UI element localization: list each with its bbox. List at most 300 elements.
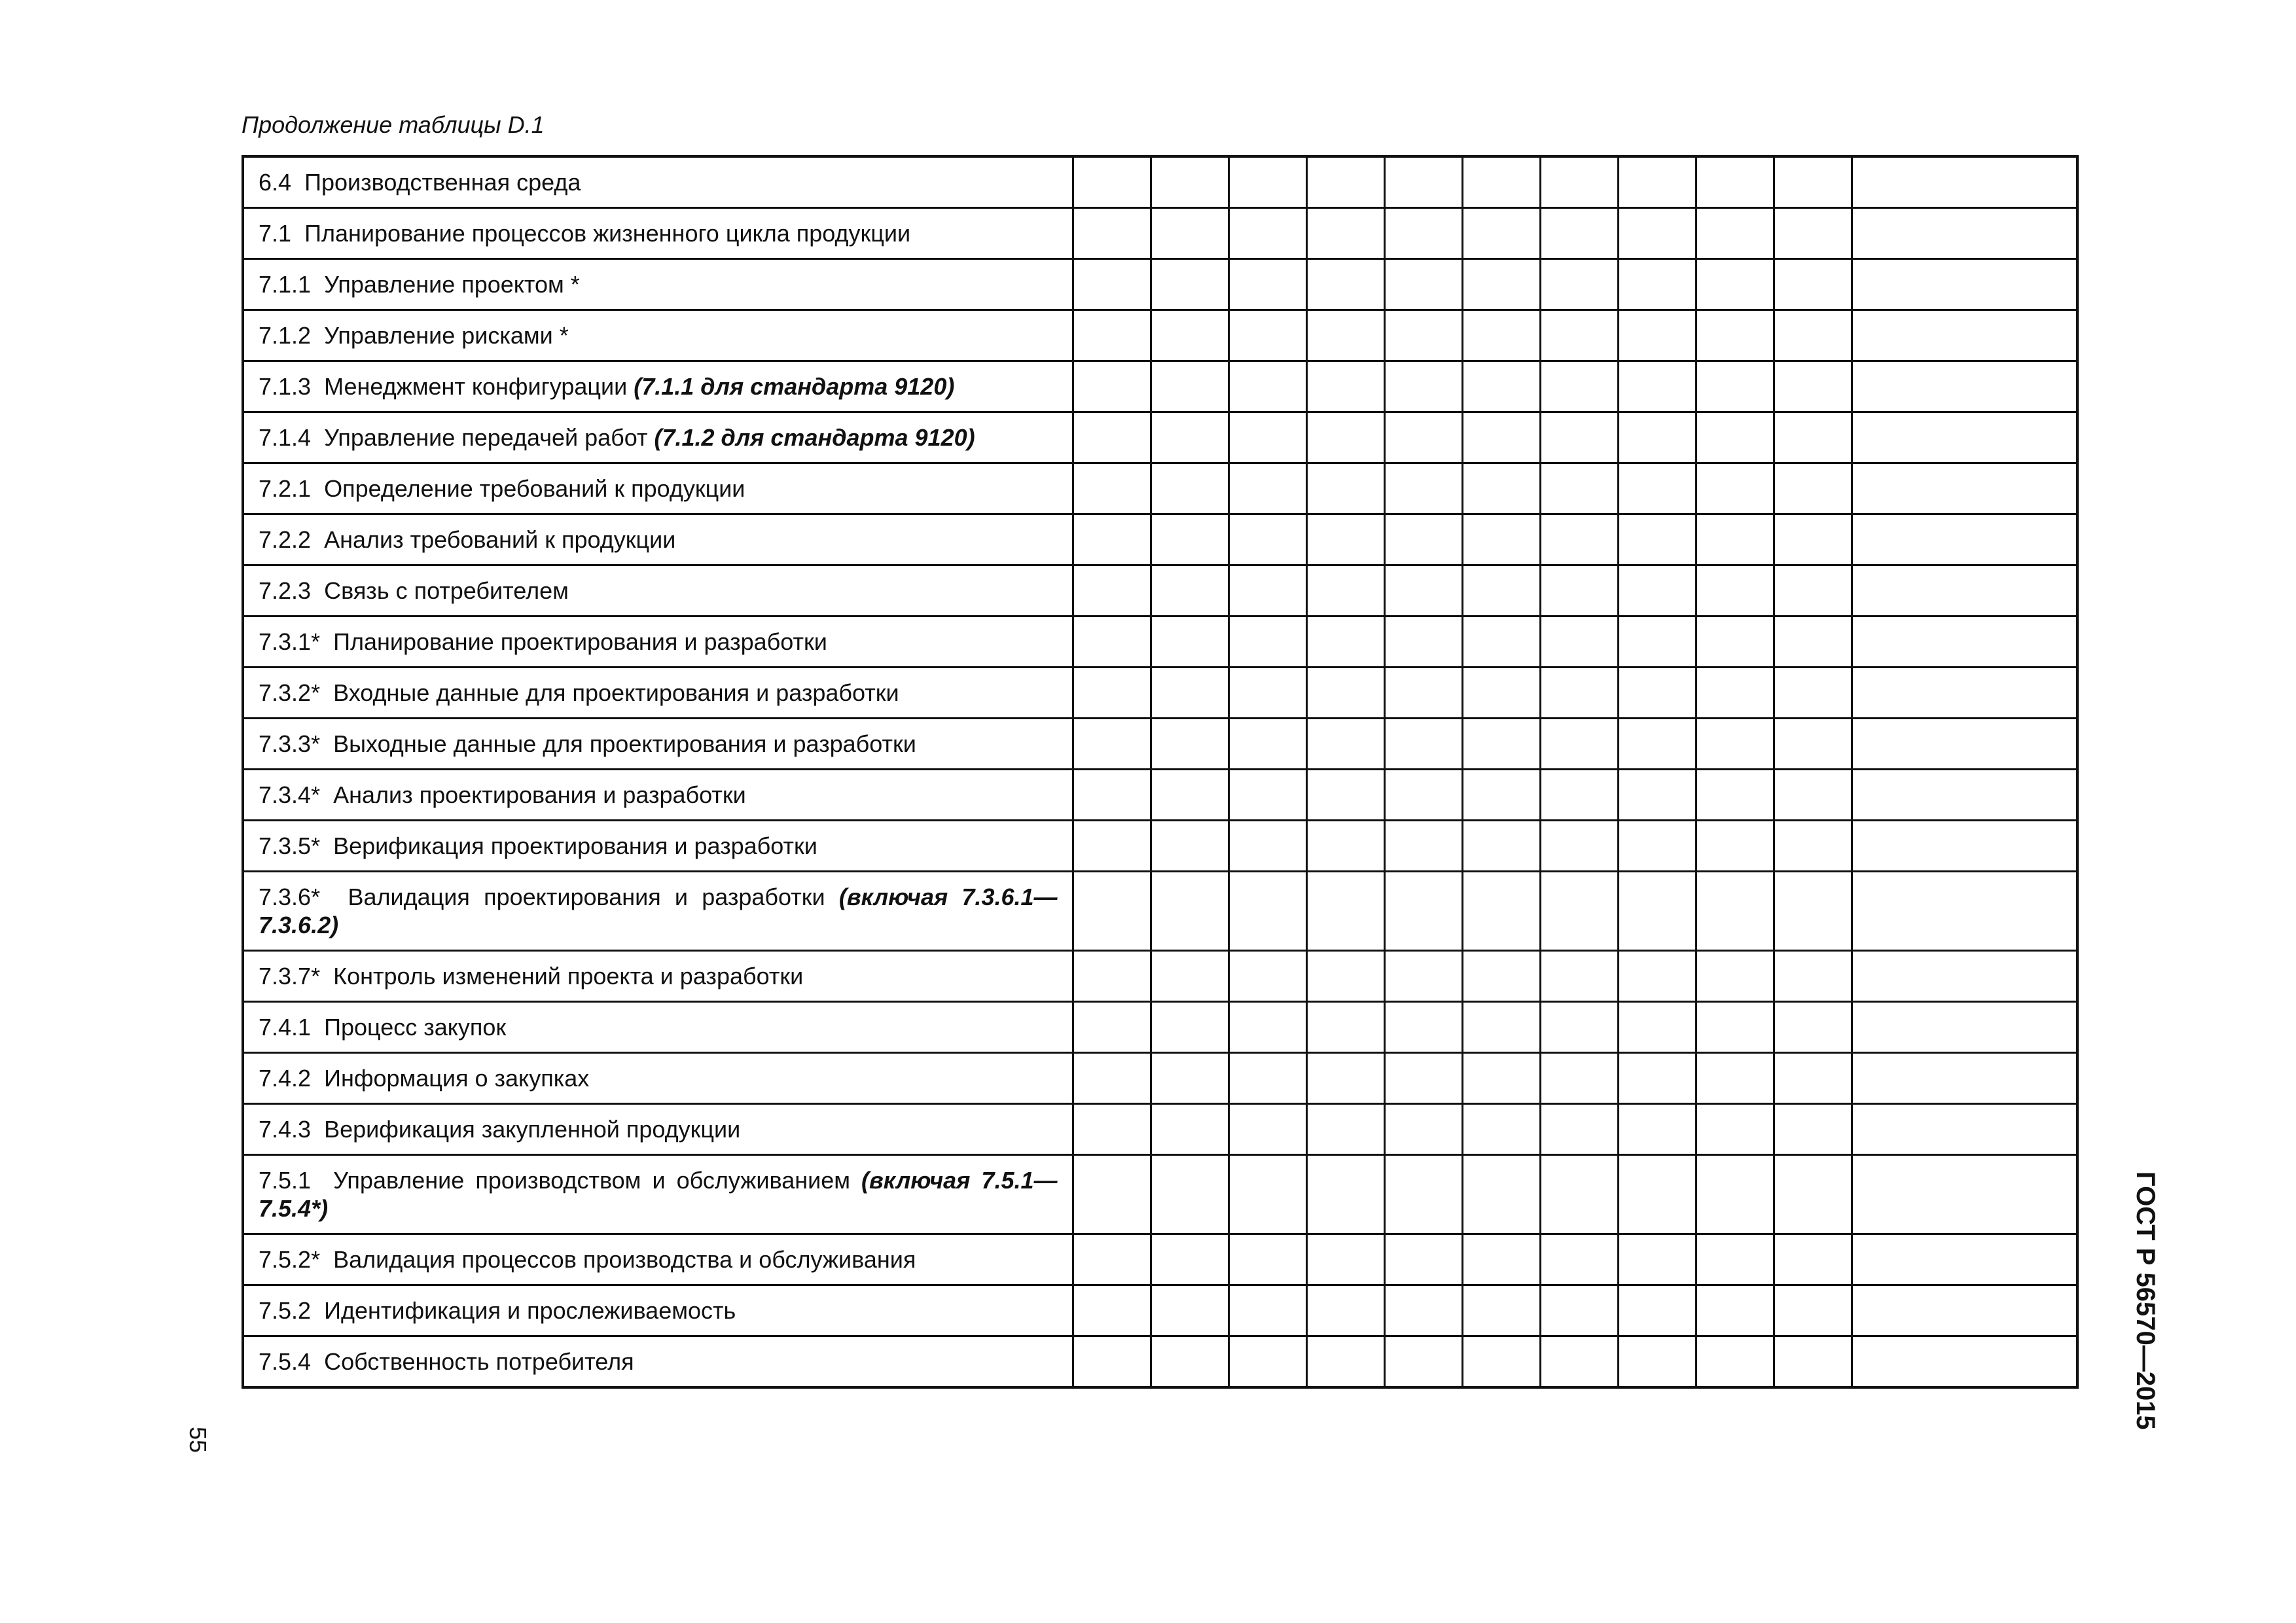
empty-cell	[1384, 770, 1462, 821]
empty-cell	[1540, 719, 1618, 770]
empty-cell	[1618, 463, 1696, 514]
empty-cell	[1462, 1104, 1540, 1155]
table-row	[243, 156, 2077, 208]
empty-cell	[1696, 412, 1774, 463]
empty-cell	[1618, 156, 1696, 208]
empty-cell	[1540, 951, 1618, 1002]
empty-cell	[1852, 1053, 2077, 1104]
empty-cell	[1462, 1002, 1540, 1053]
empty-cell	[1540, 310, 1618, 361]
empty-cell	[1696, 156, 1774, 208]
empty-cell	[1073, 872, 1151, 951]
empty-cell	[1073, 821, 1151, 872]
empty-cell	[1229, 463, 1306, 514]
empty-cell	[1540, 821, 1618, 872]
empty-cell	[1229, 1155, 1306, 1234]
empty-cell	[1073, 951, 1151, 1002]
table-body	[243, 156, 2077, 1387]
empty-cell	[1229, 821, 1306, 872]
empty-cell	[1774, 463, 1852, 514]
clause-cell	[243, 872, 1073, 951]
empty-cell	[1462, 412, 1540, 463]
empty-cell	[1151, 208, 1229, 259]
clause-number: 7.2.2	[259, 526, 312, 553]
clause-number: 7.5.2	[259, 1297, 312, 1324]
empty-cell	[1384, 1155, 1462, 1234]
clause-number: 7.3.1*	[259, 628, 321, 655]
empty-cell	[1384, 872, 1462, 951]
table-row	[243, 259, 2077, 310]
empty-cell	[1151, 668, 1229, 719]
empty-cell	[1306, 770, 1384, 821]
empty-cell	[1462, 259, 1540, 310]
empty-cell	[1306, 719, 1384, 770]
empty-cell	[1540, 412, 1618, 463]
empty-cell	[1462, 208, 1540, 259]
empty-cell	[1618, 1002, 1696, 1053]
empty-cell	[1540, 616, 1618, 668]
table-row	[243, 1053, 2077, 1104]
empty-cell	[1229, 951, 1306, 1002]
clause-title: Верификация закупленной продукции	[324, 1116, 741, 1143]
empty-cell	[1774, 1336, 1852, 1388]
clause-cell	[243, 1104, 1073, 1155]
empty-cell	[1696, 872, 1774, 951]
empty-cell	[1151, 463, 1229, 514]
empty-cell	[1229, 310, 1306, 361]
empty-cell	[1306, 463, 1384, 514]
empty-cell	[1618, 1285, 1696, 1336]
empty-cell	[1618, 1104, 1696, 1155]
empty-cell	[1618, 668, 1696, 719]
empty-cell	[1852, 565, 2077, 616]
empty-cell	[1073, 1155, 1151, 1234]
clause-number: 7.3.6*	[259, 883, 321, 910]
empty-cell	[1384, 208, 1462, 259]
empty-cell	[1151, 361, 1229, 412]
empty-cell	[1462, 1234, 1540, 1285]
empty-cell	[1852, 310, 2077, 361]
clause-title: Валидация процессов производства и обслуживания	[333, 1246, 916, 1273]
clause-note: (включая 7.3.6.1—7.3.6.2)	[259, 883, 1058, 938]
empty-cell	[1774, 951, 1852, 1002]
empty-cell	[1852, 1336, 2077, 1388]
empty-cell	[1151, 514, 1229, 565]
empty-cell	[1462, 719, 1540, 770]
empty-cell	[1384, 821, 1462, 872]
clause-note: (включая 7.5.1—7.5.4*)	[259, 1167, 1058, 1222]
clause-number: 7.5.2*	[259, 1246, 321, 1273]
empty-cell	[1073, 514, 1151, 565]
empty-cell	[1229, 1002, 1306, 1053]
empty-cell	[1306, 1155, 1384, 1234]
empty-cell	[1852, 514, 2077, 565]
empty-cell	[1073, 156, 1151, 208]
empty-cell	[1306, 668, 1384, 719]
clause-title: Менеджмент конфигурации	[324, 373, 634, 400]
clause-cell	[243, 259, 1073, 310]
table-row	[243, 821, 2077, 872]
clause-cell	[243, 770, 1073, 821]
empty-cell	[1306, 565, 1384, 616]
table-row	[243, 208, 2077, 259]
clause-title: Управление передачей работ	[324, 424, 655, 451]
empty-cell	[1151, 770, 1229, 821]
empty-cell	[1540, 156, 1618, 208]
table-caption: Продолжение таблицы D.1	[242, 111, 545, 138]
empty-cell	[1696, 1336, 1774, 1388]
empty-cell	[1229, 719, 1306, 770]
clause-number: 7.3.2*	[259, 679, 321, 706]
clause-cell	[243, 1155, 1073, 1234]
empty-cell	[1774, 1285, 1852, 1336]
clause-cell	[243, 616, 1073, 668]
clause-number: 7.1.3	[259, 373, 312, 400]
empty-cell	[1618, 259, 1696, 310]
empty-cell	[1540, 1104, 1618, 1155]
clause-title: Управление рисками *	[324, 322, 569, 349]
empty-cell	[1462, 514, 1540, 565]
empty-cell	[1073, 719, 1151, 770]
empty-cell	[1151, 719, 1229, 770]
empty-cell	[1384, 361, 1462, 412]
empty-cell	[1151, 1053, 1229, 1104]
empty-cell	[1540, 259, 1618, 310]
page-number: 55	[185, 1427, 211, 1454]
empty-cell	[1696, 668, 1774, 719]
empty-cell	[1540, 872, 1618, 951]
clause-number: 7.4.3	[259, 1116, 312, 1143]
clause-title: Идентификация и прослеживаемость	[324, 1297, 736, 1324]
empty-cell	[1151, 156, 1229, 208]
empty-cell	[1229, 565, 1306, 616]
empty-cell	[1540, 668, 1618, 719]
empty-cell	[1618, 514, 1696, 565]
clause-number: 7.3.4*	[259, 781, 321, 808]
empty-cell	[1229, 872, 1306, 951]
empty-cell	[1073, 310, 1151, 361]
empty-cell	[1151, 872, 1229, 951]
empty-cell	[1618, 208, 1696, 259]
empty-cell	[1696, 1053, 1774, 1104]
clause-title: Анализ требований к продукции	[324, 526, 676, 553]
table-row	[243, 1104, 2077, 1155]
empty-cell	[1540, 1002, 1618, 1053]
empty-cell	[1462, 668, 1540, 719]
empty-cell	[1151, 259, 1229, 310]
clause-cell	[243, 1002, 1073, 1053]
empty-cell	[1073, 1336, 1151, 1388]
clause-number: 7.4.1	[259, 1014, 312, 1041]
clause-cell	[243, 1336, 1073, 1388]
empty-cell	[1306, 412, 1384, 463]
table-row	[243, 616, 2077, 668]
empty-cell	[1774, 1053, 1852, 1104]
table-row	[243, 463, 2077, 514]
empty-cell	[1306, 156, 1384, 208]
empty-cell	[1384, 1053, 1462, 1104]
table-row	[243, 412, 2077, 463]
empty-cell	[1151, 951, 1229, 1002]
empty-cell	[1073, 1285, 1151, 1336]
empty-cell	[1229, 668, 1306, 719]
standard-code: ГОСТ Р 56570—2015	[2131, 1171, 2160, 1430]
empty-cell	[1540, 1234, 1618, 1285]
clause-cell	[243, 208, 1073, 259]
empty-cell	[1306, 616, 1384, 668]
empty-cell	[1073, 616, 1151, 668]
empty-cell	[1618, 565, 1696, 616]
clause-number: 6.4	[259, 169, 292, 196]
empty-cell	[1696, 361, 1774, 412]
empty-cell	[1306, 1002, 1384, 1053]
empty-cell	[1462, 821, 1540, 872]
empty-cell	[1306, 361, 1384, 412]
clause-cell	[243, 1234, 1073, 1285]
empty-cell	[1384, 1336, 1462, 1388]
empty-cell	[1073, 668, 1151, 719]
empty-cell	[1462, 616, 1540, 668]
empty-cell	[1852, 616, 2077, 668]
table-row	[243, 514, 2077, 565]
empty-cell	[1462, 310, 1540, 361]
empty-cell	[1852, 259, 2077, 310]
empty-cell	[1384, 1285, 1462, 1336]
clause-title: Процесс закупок	[324, 1014, 507, 1041]
empty-cell	[1852, 951, 2077, 1002]
empty-cell	[1384, 565, 1462, 616]
empty-cell	[1229, 361, 1306, 412]
table-row	[243, 951, 2077, 1002]
empty-cell	[1384, 1002, 1462, 1053]
empty-cell	[1696, 463, 1774, 514]
empty-cell	[1852, 821, 2077, 872]
empty-cell	[1151, 821, 1229, 872]
empty-cell	[1073, 412, 1151, 463]
empty-cell	[1618, 412, 1696, 463]
empty-cell	[1696, 1285, 1774, 1336]
empty-cell	[1696, 514, 1774, 565]
empty-cell	[1306, 1104, 1384, 1155]
empty-cell	[1306, 310, 1384, 361]
empty-cell	[1306, 951, 1384, 1002]
empty-cell	[1462, 463, 1540, 514]
empty-cell	[1618, 1155, 1696, 1234]
table-row	[243, 668, 2077, 719]
empty-cell	[1618, 310, 1696, 361]
clause-cell	[243, 951, 1073, 1002]
empty-cell	[1852, 361, 2077, 412]
empty-cell	[1384, 156, 1462, 208]
empty-cell	[1073, 565, 1151, 616]
empty-cell	[1540, 463, 1618, 514]
empty-cell	[1696, 259, 1774, 310]
empty-cell	[1229, 514, 1306, 565]
clause-title: Собственность потребителя	[324, 1348, 634, 1375]
clause-note: (7.1.1 для стандарта 9120)	[634, 373, 955, 400]
empty-cell	[1073, 361, 1151, 412]
clause-number: 7.4.2	[259, 1065, 312, 1092]
empty-cell	[1229, 412, 1306, 463]
empty-cell	[1852, 1104, 2077, 1155]
empty-cell	[1384, 463, 1462, 514]
empty-cell	[1540, 1053, 1618, 1104]
empty-cell	[1696, 770, 1774, 821]
empty-cell	[1852, 412, 2077, 463]
empty-cell	[1774, 412, 1852, 463]
empty-cell	[1151, 412, 1229, 463]
empty-cell	[1540, 1285, 1618, 1336]
empty-cell	[1151, 565, 1229, 616]
clause-number: 7.3.7*	[259, 963, 321, 990]
empty-cell	[1774, 156, 1852, 208]
empty-cell	[1774, 310, 1852, 361]
clause-number: 7.3.5*	[259, 832, 321, 859]
empty-cell	[1852, 463, 2077, 514]
clause-title: Управление производством и обслуживанием	[333, 1167, 862, 1194]
empty-cell	[1462, 1336, 1540, 1388]
empty-cell	[1540, 770, 1618, 821]
empty-cell	[1384, 259, 1462, 310]
empty-cell	[1696, 1002, 1774, 1053]
empty-cell	[1852, 1285, 2077, 1336]
clause-number: 7.1	[259, 220, 292, 247]
empty-cell	[1306, 259, 1384, 310]
clause-title: Входные данные для проектирования и разработки	[333, 679, 899, 706]
empty-cell	[1774, 616, 1852, 668]
empty-cell	[1774, 719, 1852, 770]
empty-cell	[1306, 1053, 1384, 1104]
table-row	[243, 1002, 2077, 1053]
clause-cell	[243, 1053, 1073, 1104]
empty-cell	[1852, 770, 2077, 821]
empty-cell	[1852, 1234, 2077, 1285]
empty-cell	[1774, 1002, 1852, 1053]
empty-cell	[1151, 1336, 1229, 1388]
clause-number: 7.1.1	[259, 271, 312, 298]
empty-cell	[1151, 616, 1229, 668]
empty-cell	[1151, 1002, 1229, 1053]
empty-cell	[1306, 821, 1384, 872]
clause-title: Планирование процессов жизненного цикла продукции	[304, 220, 911, 247]
clause-number: 7.1.2	[259, 322, 312, 349]
clause-cell	[243, 156, 1073, 208]
empty-cell	[1384, 668, 1462, 719]
empty-cell	[1384, 1104, 1462, 1155]
clause-title: Производственная среда	[304, 169, 581, 196]
empty-cell	[1384, 616, 1462, 668]
empty-cell	[1774, 770, 1852, 821]
clause-cell	[243, 463, 1073, 514]
empty-cell	[1462, 156, 1540, 208]
empty-cell	[1774, 361, 1852, 412]
empty-cell	[1462, 1285, 1540, 1336]
empty-cell	[1462, 872, 1540, 951]
clause-number: 7.2.3	[259, 577, 312, 604]
clause-number: 7.1.4	[259, 424, 312, 451]
empty-cell	[1151, 1285, 1229, 1336]
clause-cell	[243, 719, 1073, 770]
clause-title: Контроль изменений проекта и разработки	[333, 963, 804, 990]
empty-cell	[1384, 310, 1462, 361]
clause-cell	[243, 668, 1073, 719]
table-row	[243, 719, 2077, 770]
empty-cell	[1151, 310, 1229, 361]
empty-cell	[1774, 1104, 1852, 1155]
clause-cell	[243, 565, 1073, 616]
empty-cell	[1774, 514, 1852, 565]
empty-cell	[1306, 514, 1384, 565]
empty-cell	[1384, 1234, 1462, 1285]
clause-title: Валидация проектирования и разработки	[348, 883, 839, 910]
empty-cell	[1618, 770, 1696, 821]
clause-cell	[243, 821, 1073, 872]
empty-cell	[1696, 208, 1774, 259]
empty-cell	[1774, 1155, 1852, 1234]
clause-title: Планирование проектирования и разработки	[333, 628, 827, 655]
empty-cell	[1229, 1336, 1306, 1388]
empty-cell	[1618, 719, 1696, 770]
empty-cell	[1852, 719, 2077, 770]
clause-title: Информация о закупках	[324, 1065, 590, 1092]
clause-title: Связь с потребителем	[324, 577, 569, 604]
table-row	[243, 1234, 2077, 1285]
clause-number: 7.3.3*	[259, 730, 321, 757]
empty-cell	[1696, 719, 1774, 770]
empty-cell	[1618, 1336, 1696, 1388]
empty-cell	[1618, 821, 1696, 872]
empty-cell	[1306, 1336, 1384, 1388]
empty-cell	[1696, 1234, 1774, 1285]
empty-cell	[1696, 821, 1774, 872]
clause-number: 7.5.1	[259, 1167, 312, 1194]
clause-cell	[243, 310, 1073, 361]
empty-cell	[1462, 565, 1540, 616]
empty-cell	[1852, 208, 2077, 259]
empty-cell	[1852, 872, 2077, 951]
table-row	[243, 1336, 2077, 1388]
empty-cell	[1229, 616, 1306, 668]
empty-cell	[1384, 719, 1462, 770]
empty-cell	[1384, 412, 1462, 463]
empty-cell	[1073, 1234, 1151, 1285]
clause-title: Управление проектом *	[324, 271, 580, 298]
empty-cell	[1151, 1155, 1229, 1234]
empty-cell	[1774, 565, 1852, 616]
empty-cell	[1073, 770, 1151, 821]
empty-cell	[1229, 1285, 1306, 1336]
clause-title: Анализ проектирования и разработки	[333, 781, 746, 808]
empty-cell	[1229, 1234, 1306, 1285]
empty-cell	[1073, 463, 1151, 514]
empty-cell	[1229, 1053, 1306, 1104]
empty-cell	[1462, 361, 1540, 412]
empty-cell	[1774, 1234, 1852, 1285]
empty-cell	[1696, 616, 1774, 668]
clause-title: Выходные данные для проектирования и разработки	[333, 730, 916, 757]
empty-cell	[1229, 259, 1306, 310]
empty-cell	[1774, 208, 1852, 259]
clause-title: Определение требований к продукции	[324, 475, 745, 502]
empty-cell	[1774, 872, 1852, 951]
empty-cell	[1151, 1104, 1229, 1155]
empty-cell	[1306, 872, 1384, 951]
table-row	[243, 770, 2077, 821]
empty-cell	[1696, 951, 1774, 1002]
empty-cell	[1229, 156, 1306, 208]
empty-cell	[1540, 514, 1618, 565]
clause-number: 7.5.4	[259, 1348, 312, 1375]
